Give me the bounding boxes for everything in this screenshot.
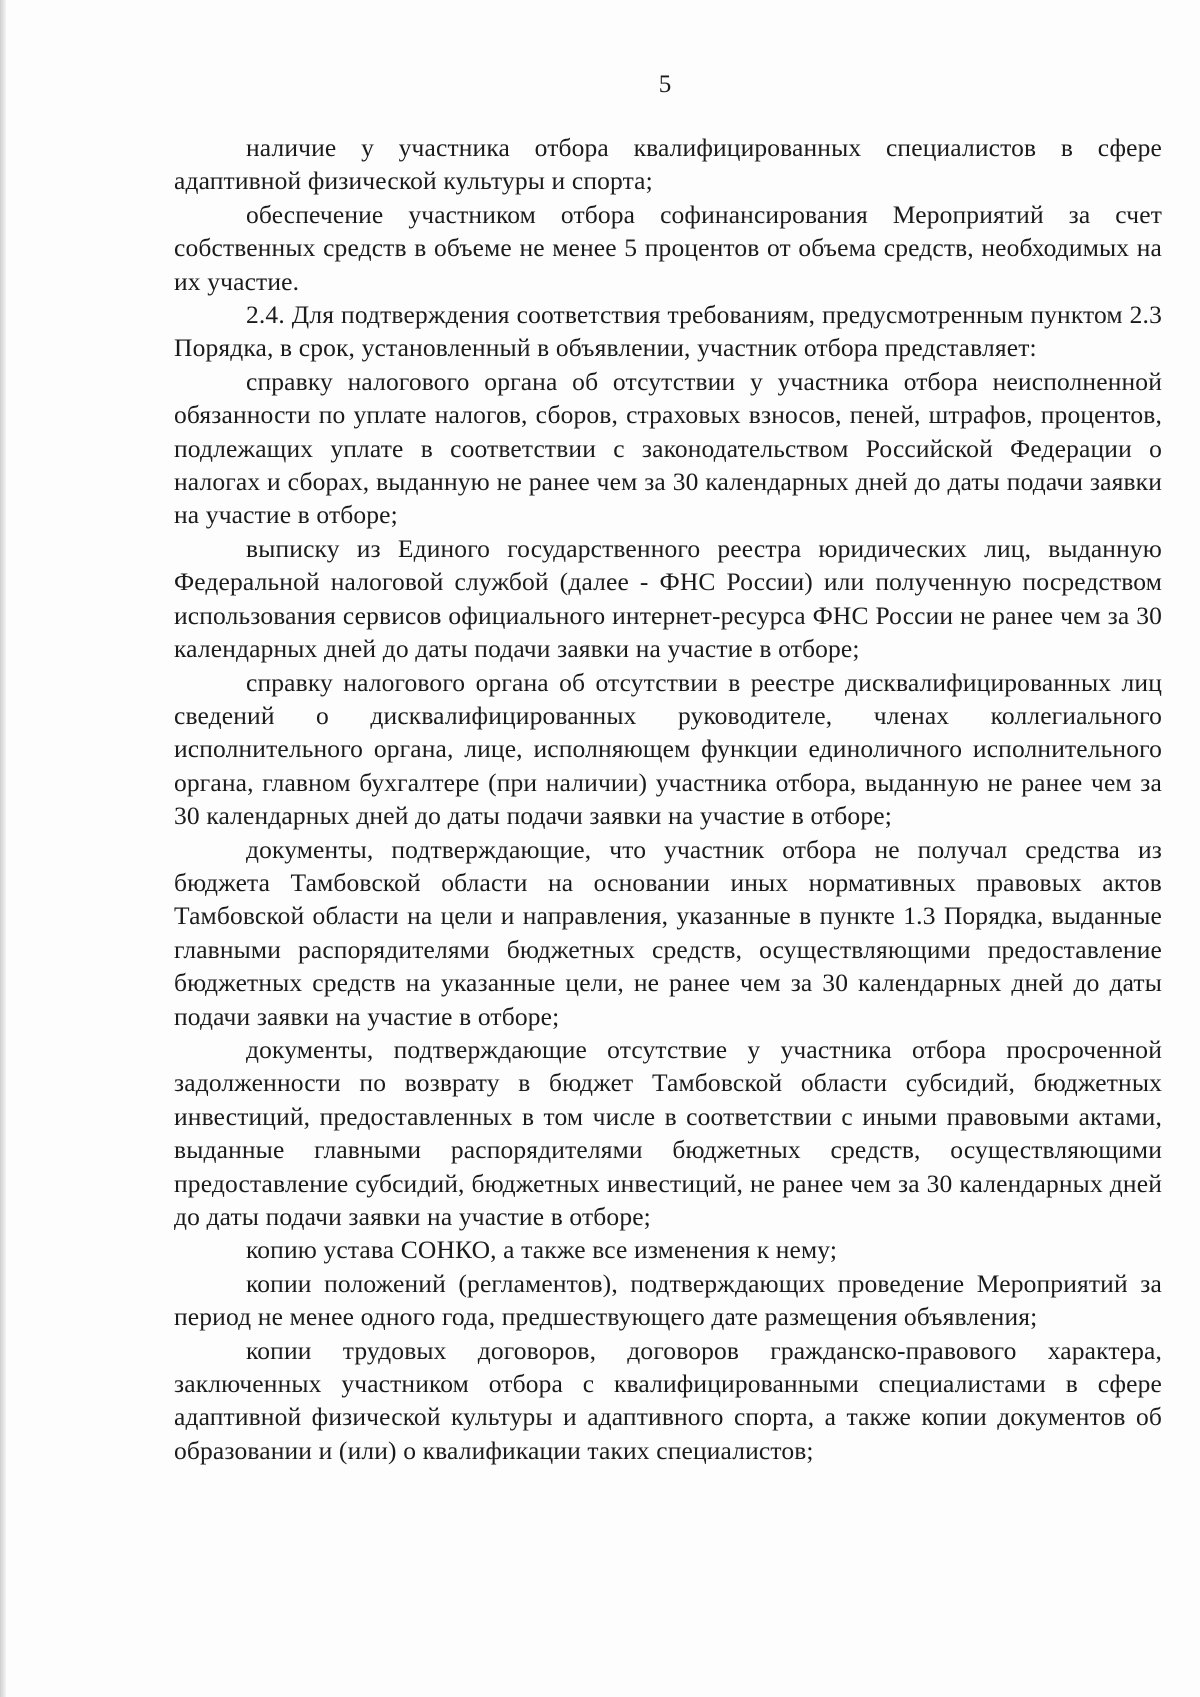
paragraph-regulations-copies: копии положений (регламентов), подтверждающих проведение Мероприятий за период не менее одного года, предшествующего дате размещения объявления; [174,1268,1162,1332]
scan-edge [0,0,6,1697]
paragraph-no-overdue-debt: документы, подтверждающие отсутствие у участника отбора просроченной задолженности по возврату в бюджет Тамбовской области субсидий, бюджетных инвестиций, предоставленных в том числе в соответствии с иными правовыми актами, выданные главными распорядителями бюджетных средств, осуществляющими предоставление субсидий, бюджетных инвестиций, не ранее чем за 30 календарных дней до даты подачи заявки на участие в отборе; [174,1034,1162,1231]
paragraph-qualified-specialists: наличие у участника отбора квалифицированных специалистов в сфере адаптивной физической культуры и спорта; [174,133,1162,196]
paragraph-cofinancing: обеспечение участником отбора софинансирования Мероприятий за счет собственных средств в объеме не менее 5 процентов от объема средств, необходимых на их участие. [174,199,1162,296]
document-body [174,131,1162,1467]
paragraph-labor-contracts: копии трудовых договоров, договоров гражданско-правового характера, заключенных участником отбора с квалифицированными специалистами в сфере адаптивной физической культуры и адаптивного спорта, а также копии документов об образовании и (или) о квалификации таких специалистов; [174,1335,1162,1465]
paragraph-disqualified-register: справку налогового органа об отсутствии в реестре дисквалифицированных лиц сведений о дисквалифицированных руководителе, членах коллегиального исполнительного органа, лице, исполняющем функции единоличного исполнительного органа, главном бухгалтере (при наличии) участника отбора, выданную не ранее чем за 30 календарных дней до даты подачи заявки на участие в отборе; [174,667,1162,831]
paragraph-no-other-funding: документы, подтверждающие, что участник отбора не получал средства из бюджета Тамбовской области на основании иных нормативных правовых актов Тамбовской области на цели и направления, указанные в пункте 1.3 Порядка, выданные главными распорядителями бюджетных средств, осуществляющими предоставление бюджетных средств на указанные цели, не ранее чем за 30 календарных дней до даты подачи заявки на участие в отборе; [174,834,1162,1031]
paragraph-charter-copy: копию устава СОНКО, а также все изменения к нему; [246,1235,838,1265]
paragraph-egrul-extract: выписку из Единого государственного реестра юридических лиц, выданную Федеральной налоговой службой (далее - ФНС России) или полученную посредством использования сервисов официального интернет-ресурса ФНС России не ранее чем за 30 календарных дней до даты подачи заявки на участие в отборе; [174,533,1162,664]
page-number: 5 [658,71,672,98]
paragraph-tax-certificate: справку налогового органа об отсутствии у участника отбора неисполненной обязанности по уплате налогов, сборов, страховых взносов, пеней, штрафов, процентов, подлежащих уплате в соответствии с законодательством Российской Федерации о налогах и сборах, выданную не ранее чем за 30 календарных дней до даты подачи заявки на участие в отборе; [174,366,1162,530]
paragraph-section-2-4: 2.4. Для подтверждения соответствия требованиям, предусмотренным пунктом 2.3 Порядка, в срок, установленный в объявлении, участник отбора представляет: [174,300,1162,363]
